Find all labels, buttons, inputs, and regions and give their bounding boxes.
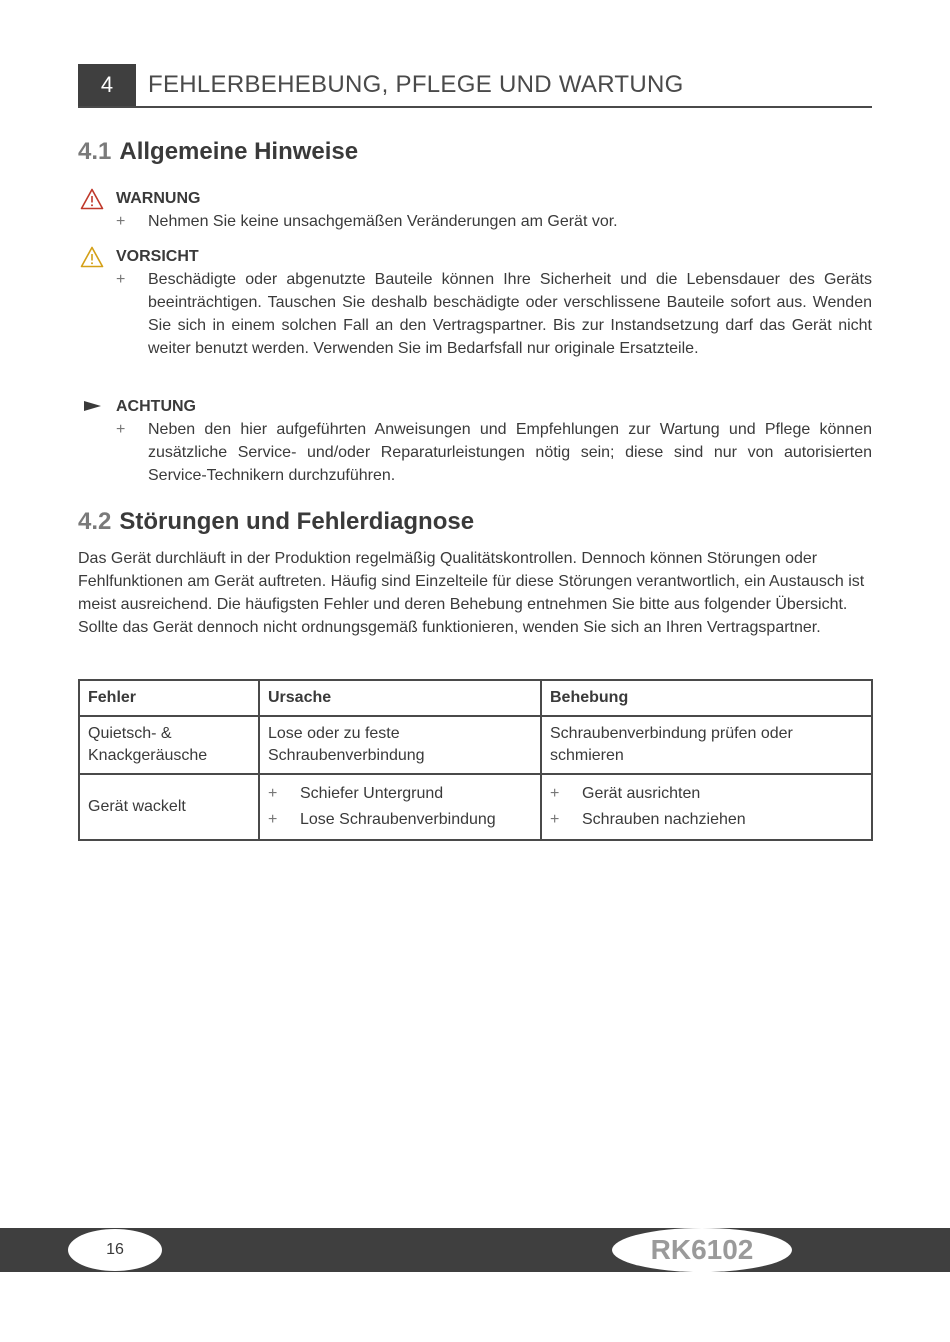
warning-label: WARNUNG bbox=[116, 190, 201, 207]
section-title: Störungen und Fehlerdiagnose bbox=[119, 508, 475, 535]
warning-triangle-icon bbox=[80, 188, 104, 210]
section-number: 4.2 bbox=[78, 508, 112, 535]
bullet-symbol: + bbox=[116, 421, 126, 438]
chapter-header bbox=[78, 64, 872, 108]
warning-text: Nehmen Sie keine unsachgemäßen Veränderungen am Gerät vor. bbox=[148, 213, 618, 230]
section-number: 4.1 bbox=[78, 138, 112, 165]
warning-notice bbox=[78, 188, 872, 233]
attention-text: Neben den hier aufgeführten Anweisungen und Empfehlungen zur Wartung und Pflege können zusätzliche Service- und/oder Reparaturleistungen nötig sein; diese sind nur von autorisierten Service-Technikern durchzuführen. bbox=[148, 421, 872, 484]
chapter-title: FEHLERBEHEBUNG, PFLEGE UND WARTUNG bbox=[148, 71, 684, 98]
caution-label: VORSICHT bbox=[116, 248, 199, 265]
table-row bbox=[79, 716, 872, 774]
chapter-number: 4 bbox=[78, 64, 136, 106]
table-cell-behebung bbox=[541, 774, 872, 840]
fault-diagnosis-table bbox=[78, 679, 873, 841]
model-name: RK6102 bbox=[650, 1234, 754, 1265]
warning-bullet bbox=[78, 210, 872, 233]
caution-bullet bbox=[78, 268, 872, 360]
bullet-symbol: + bbox=[116, 271, 126, 288]
table-cell-fehler: Gerät wackelt bbox=[79, 774, 259, 840]
bullet-symbol: + bbox=[550, 811, 560, 828]
bullet-symbol: + bbox=[550, 785, 560, 802]
table-cell-behebung: Schraubenverbindung prüfen oder schmieren bbox=[541, 716, 872, 774]
table-header-behebung: Behebung bbox=[541, 680, 872, 716]
list-item: + Gerät ausrichten bbox=[550, 781, 863, 807]
attention-label: ACHTUNG bbox=[116, 398, 196, 415]
table-row bbox=[79, 774, 872, 840]
bullet-symbol: + bbox=[268, 811, 278, 828]
caution-notice bbox=[78, 246, 872, 360]
table-header-row bbox=[79, 680, 872, 716]
table-cell-fehler: Quietsch- & Knackgeräusche bbox=[79, 716, 259, 774]
bullet-symbol: + bbox=[116, 213, 126, 230]
attention-bullet bbox=[78, 418, 872, 487]
list-item: + Schrauben nachziehen bbox=[550, 807, 863, 833]
pointer-arrow-icon bbox=[80, 396, 104, 418]
caution-text: Beschädigte oder abgenutzte Bauteile können Ihre Sicherheit und die Lebensdauer des Geräts beeinträchtigen. Tauschen Sie deshalb beschädigte oder verschlissene Bauteile sofort aus. Wenden Sie sich in einem solchen Fall an den Vertragspartner. Bis zur Instandsetzung darf das Gerät nicht weiter benutzt werden. Verwenden Sie im Bedarfsfall nur originale Ersatzteile. bbox=[148, 271, 872, 357]
section-heading-4-2 bbox=[78, 508, 474, 536]
list-item: + Schiefer Untergrund bbox=[268, 781, 532, 807]
list-item: + Lose Schraubenverbindung bbox=[268, 807, 532, 833]
table-header-fehler: Fehler bbox=[79, 680, 259, 716]
page-number: 16 bbox=[106, 1241, 124, 1258]
table-cell-ursache: Lose oder zu feste Schraubenverbindung bbox=[259, 716, 541, 774]
caution-triangle-icon bbox=[80, 246, 104, 268]
table-header-ursache: Ursache bbox=[259, 680, 541, 716]
table-cell-ursache bbox=[259, 774, 541, 840]
section-title: Allgemeine Hinweise bbox=[119, 138, 359, 165]
section-intro-paragraph: Das Gerät durchläuft in der Produktion regelmäßig Qualitätskontrollen. Dennoch können Störungen oder Fehlfunktionen am Gerät auftreten. Häufig sind Einzelteile für diese Störungen verantwortlich, ein Austausch ist meist ausreichend. Die häufigsten Fehler und deren Behebung entnehmen Sie bitte aus folgender Übersicht. Sollte das Gerät dennoch nicht ordnungsgemäß funktionieren, wenden Sie sich an Ihren Vertragspartner. bbox=[78, 550, 865, 636]
bullet-symbol: + bbox=[268, 785, 278, 802]
attention-notice bbox=[78, 396, 872, 487]
section-heading-4-1 bbox=[78, 138, 358, 166]
